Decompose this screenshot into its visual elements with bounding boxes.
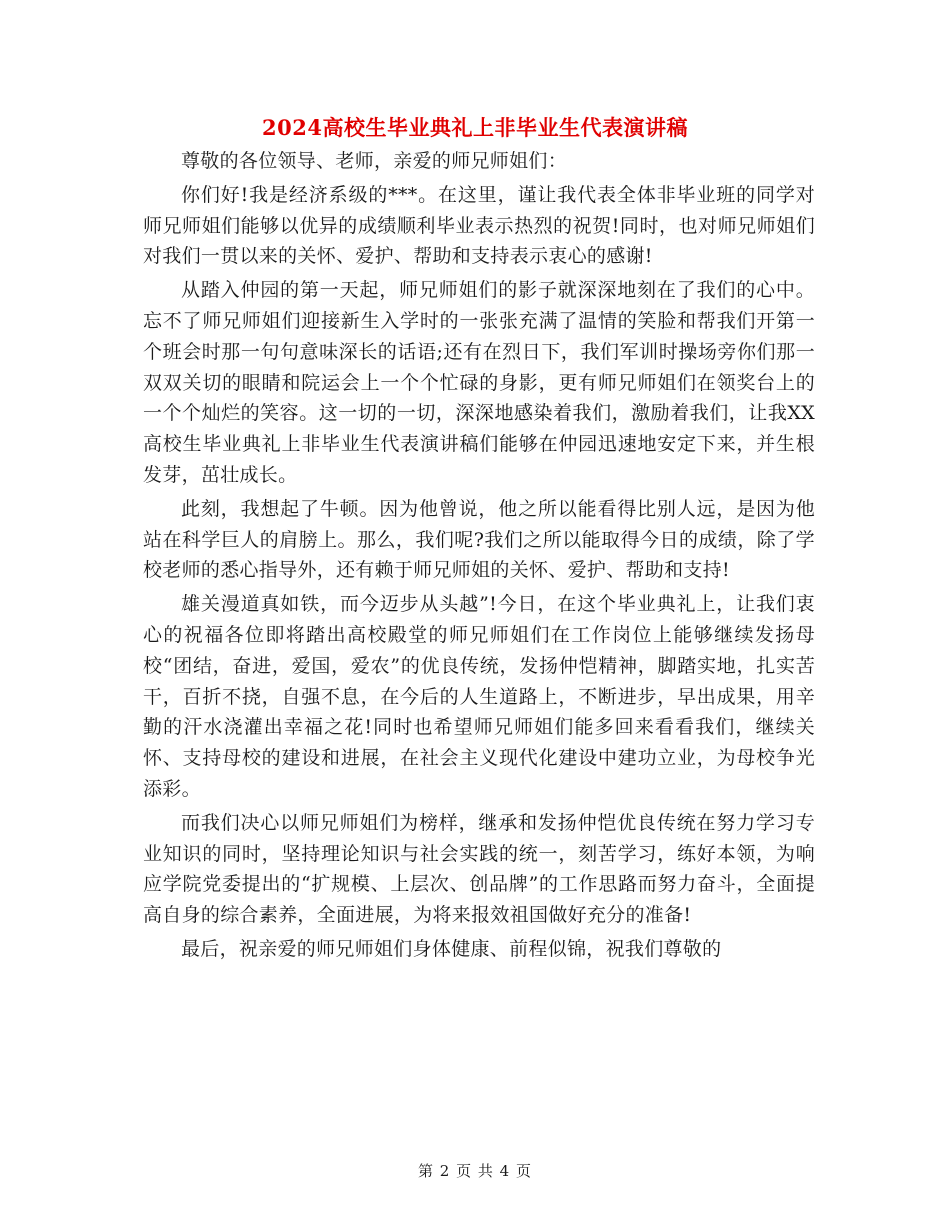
body-paragraph: 你们好!我是经济系级的***。在这里，谨让我代表全体非毕业班的同学对师兄师姐们能够以优异的成绩顺利毕业表示热烈的祝贺!同时，也对师兄师姐们对我们一贯以来的关怀、爱护、帮助和支持表示衷心的感谢! [143,183,815,268]
body-paragraph: 从踏入仲园的第一天起，师兄师姐们的影子就深深地刻在了我们的心中。忘不了师兄师姐们迎接新生入学时的一张张充满了温情的笑脸和帮我们开第一个班会时那一句句意味深长的话语;还有在烈日下，我们军训时操场旁你们那一双双关切的眼睛和院运会上一个个忙碌的身影，更有师兄师姐们在领奖台上的一个个灿烂的笑容。这一切的一切，深深地感染着我们，激励着我们，让我XX高校生毕业典礼上非毕业生代表演讲稿们能够在仲园迅速地安定下来，并生根发芽，茁壮成长。 [143,279,815,486]
body-paragraph: 而我们决心以师兄师姐们为榜样，继承和发扬仲恺优良传统在努力学习专业知识的同时，坚持理论知识与社会实践的统一，刻苦学习，练好本领，为响应学院党委提出的“扩规模、上层次、创品牌”的工作思路而努力奋斗，全面提高自身的综合素养，全面进展，为将来报效祖国做好充分的准备! [143,811,815,927]
document-body [143,146,815,968]
body-paragraph: 此刻，我想起了牛顿。因为他曾说，他之所以能看得比别人远，是因为他站在科学巨人的肩膀上。那么，我们呢?我们之所以能取得今日的成绩，除了学校老师的悉心指导外，还有赖于师兄师姐的关怀、爱护、帮助和支持! [143,497,815,582]
page-number-footer: 第 2 页 共 4 页 [418,1162,532,1180]
salutation-paragraph: 尊敬的各位领导、老师，亲爱的师兄师姐们： [181,150,568,172]
document-title: 2024高校生毕业典礼上非毕业生代表演讲稿 [262,115,688,140]
body-paragraph: 雄关漫道真如铁，而今迈步从头越”!今日，在这个毕业典礼上，让我们衷心的祝福各位即将踏出高校殿堂的师兄师姐们在工作岗位上能够继续发扬母校“团结，奋进，爱国，爱农”的优良传统，发扬仲恺精神，脚踏实地，扎实苦干，百折不挠，自强不息，在今后的人生道路上，不断进步，早出成果，用辛勤的汗水浇灌出幸福之花!同时也希望师兄师姐们能多回来看看我们，继续关怀、支持母校的建设和进展，在社会主义现代化建设中建功立业，为母校争光添彩。 [143,593,815,800]
body-paragraph: 最后，祝亲爱的师兄师姐们身体健康、前程似锦，祝我们尊敬的 [181,937,722,960]
